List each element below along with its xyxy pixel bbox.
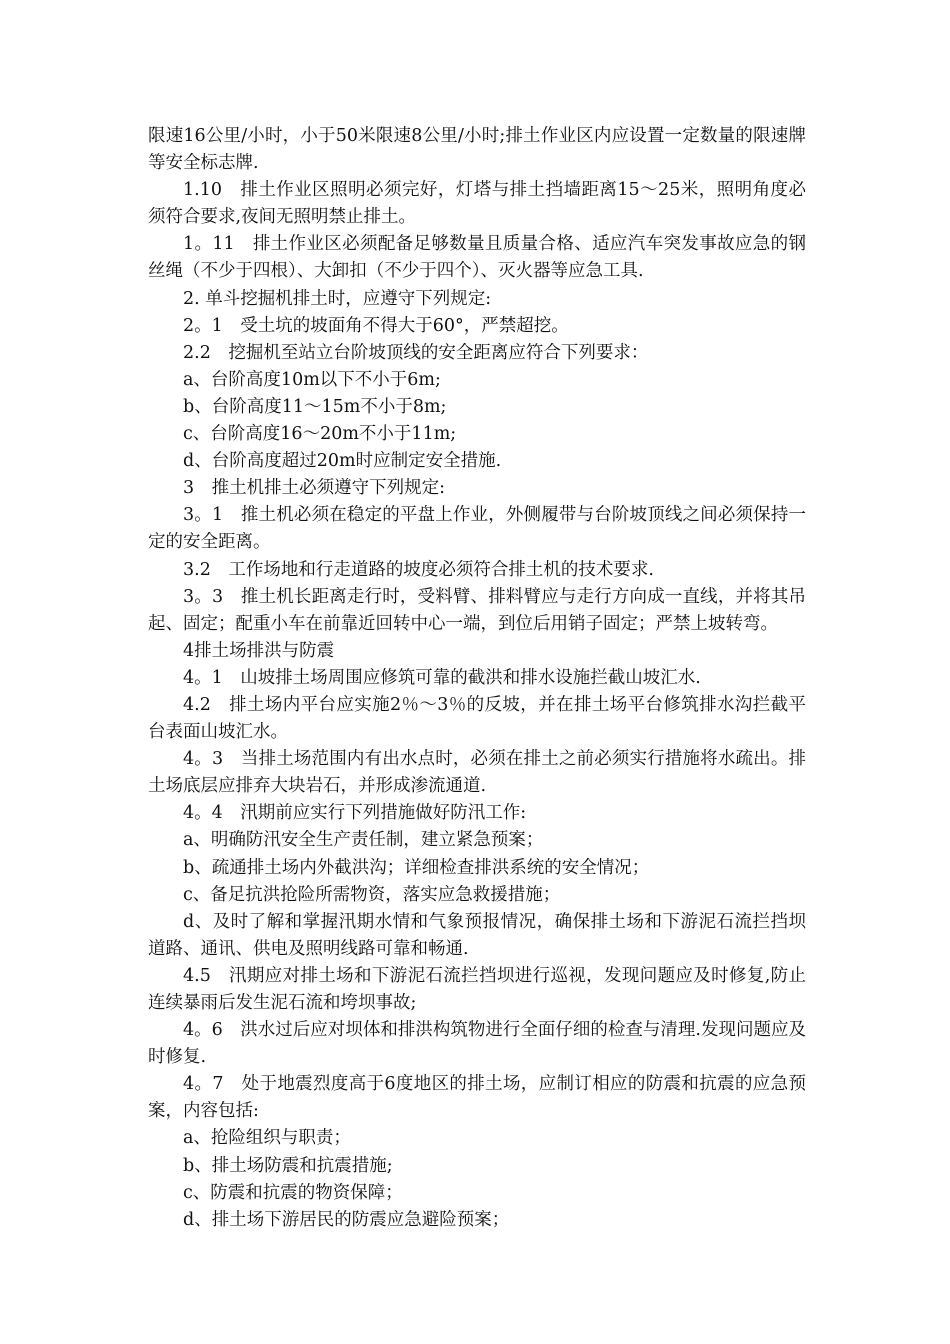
paragraph: 4。1 山坡排土场周围应修筑可靠的截洪和排水设施拦截山坡汇水. xyxy=(183,667,701,688)
paragraph: 3。1 推土机必须在稳定的平盘上作业，外侧履带与台阶坡顶线之间必须保持一定的安全距离。 xyxy=(148,505,806,553)
paragraph: 4。7 处于地震烈度高于6度地区的排土场，应制订相应的防震和抗震的应急预案，内容包括: xyxy=(148,1074,806,1122)
paragraph: c、防震和抗震的物资保障； xyxy=(183,1182,403,1203)
paragraph: 2. 单斗挖掘机排土时，应遵守下列规定: xyxy=(183,288,492,309)
paragraph: 1.10 排土作业区照明必须完好，灯塔与排土挡墙距离15～25米，照明角度必须符合要求,夜间无照明禁止排土。 xyxy=(148,180,806,228)
paragraph: b、台阶高度11～15m不小于8m; xyxy=(183,396,447,417)
paragraph: 4。3 当排土场范围内有出水点时，必须在排土之前必须实行措施将水疏出。排土场底层应排弃大块岩石，并形成渗流通道. xyxy=(148,749,806,797)
paragraph: 2。1 受土坑的坡面角不得大于60°，严禁超挖。 xyxy=(183,315,569,336)
paragraph: a、明确防汛安全生产责任制，建立紧急预案； xyxy=(183,830,544,851)
paragraph: 3 推土机排土必须遵守下列规定: xyxy=(183,478,446,499)
document-body xyxy=(148,123,806,1234)
paragraph: a、抢险组织与职责； xyxy=(183,1128,351,1149)
paragraph: d、及时了解和掌握汛期水情和气象预报情况，确保排土场和下游泥石流拦挡坝道路、通讯、供电及照明线路可靠和畅通. xyxy=(148,911,806,959)
paragraph: 3.2 工作场地和行走道路的坡度必须符合排土机的技术要求. xyxy=(183,559,654,580)
paragraph: b、排土场防震和抗震措施; xyxy=(183,1155,393,1176)
paragraph: 2.2 挖掘机至站立台阶坡顶线的安全距离应符合下列要求： xyxy=(183,342,649,363)
paragraph: 4。4 汛期前应实行下列措施做好防汛工作: xyxy=(183,803,527,824)
paragraph: 4排土场排洪与防震 xyxy=(183,640,335,661)
paragraph: 限速16公里/小时，小于50米限速8公里/小时;排土作业区内应设置一定数量的限速牌等安全标志牌. xyxy=(148,126,806,174)
paragraph: b、疏通排土场内外截洪沟；详细检查排洪系统的安全情况； xyxy=(183,857,650,878)
paragraph: 4。6 洪水过后应对坝体和排洪构筑物进行全面仔细的检查与清理.发现问题应及时修复. xyxy=(148,1020,806,1068)
paragraph: 4.2 排土场内平台应实施2％～3％的反坡，并在排土场平台修筑排水沟拦截平台表面山坡汇水。 xyxy=(148,694,806,743)
paragraph: c、台阶高度16～20m不小于11m; xyxy=(183,424,457,445)
paragraph: d、排土场下游居民的防震应急避险预案； xyxy=(183,1209,510,1230)
paragraph: d、台阶高度超过20m时应制定安全措施. xyxy=(183,451,502,472)
paragraph: a、台阶高度10m以下不小于6m; xyxy=(183,369,441,390)
paragraph: c、备足抗洪抢险所需物资，落实应急救援措施； xyxy=(183,884,561,905)
paragraph: 4.5 汛期应对排土场和下游泥石流拦挡坝进行巡视，发现问题应及时修复,防止连续暴雨后发生泥石流和垮坝事故; xyxy=(148,965,806,1013)
paragraph: 1。11 排土作业区必须配备足够数量且质量合格、适应汽车突发事故应急的钢丝绳（不少于四根）、大卸扣（不少于四个）、灭火器等应急工具. xyxy=(148,234,806,282)
paragraph: 3。3 推土机长距离走行时，受料臂、排料臂应与走行方向成一直线，并将其吊起、固定；配重小车在前靠近回转中心一端，到位后用销子固定；严禁上坡转弯。 xyxy=(148,586,806,634)
